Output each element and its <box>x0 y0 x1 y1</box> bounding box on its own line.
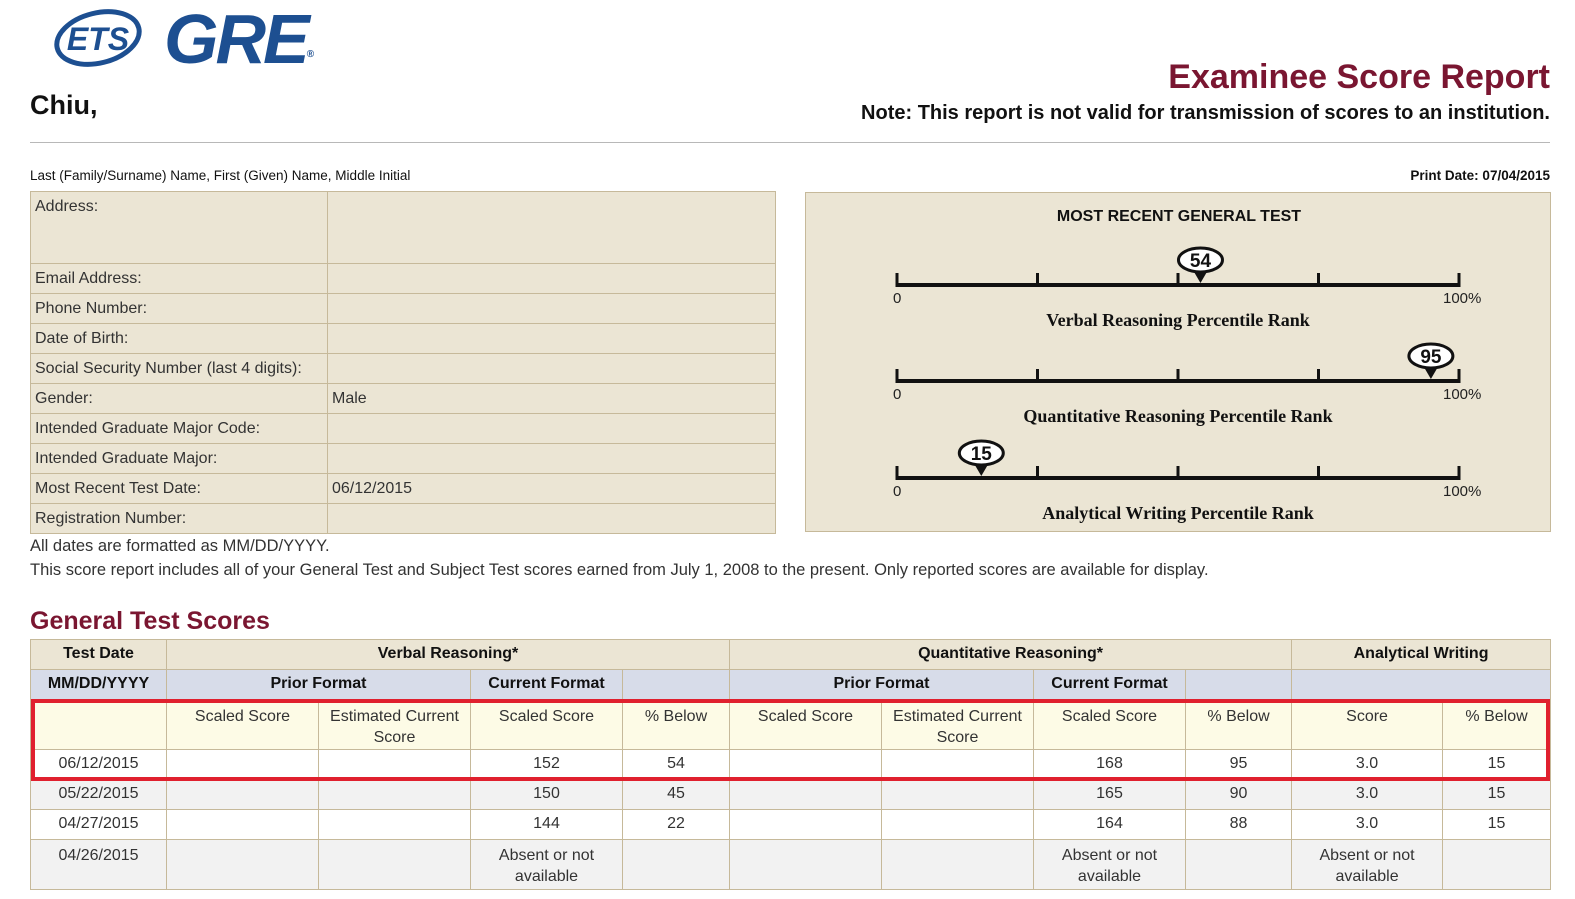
quantitative-rank-label: Quantitative Reasoning Percentile Rank <box>1023 406 1333 426</box>
header-q-prior-estimated: Estimated Current Score <box>882 700 1034 750</box>
header-divider <box>30 142 1550 143</box>
gre-logo-text: GRE <box>164 0 307 78</box>
info-row-ssn <box>31 354 776 384</box>
header-q-scaled: Scaled Score <box>1034 700 1186 750</box>
cell-w-score: 3.0 <box>1292 780 1443 810</box>
cell-q-below: 90 <box>1186 780 1292 810</box>
cell-v-scaled: 144 <box>471 810 623 840</box>
header-verbal-prior-format: Prior Format <box>167 670 471 700</box>
quantitative-scale-min-label: 0 <box>893 386 902 403</box>
info-row-major <box>31 444 776 474</box>
cell-v-below: 45 <box>623 780 730 810</box>
info-row-phone <box>31 294 776 324</box>
header-quant-current-format: Current Format <box>1034 670 1186 700</box>
gre-logo: GRE® <box>164 0 315 78</box>
header-v-below: % Below <box>623 700 730 750</box>
logo-group <box>52 0 322 78</box>
score-row <box>31 750 1551 780</box>
cell-date: 06/12/2015 <box>31 750 167 780</box>
analytical-rank-label: Analytical Writing Percentile Rank <box>1042 503 1314 523</box>
print-date: Print Date: 07/04/2015 <box>1410 168 1550 183</box>
cell-v-scaled: Absent or not available <box>471 840 623 890</box>
cell-q-prior-estimated <box>882 780 1034 810</box>
info-row-dob <box>31 324 776 354</box>
cell-q-scaled: 164 <box>1034 810 1186 840</box>
verbal-rank-label: Verbal Reasoning Percentile Rank <box>1046 310 1310 330</box>
info-label: Address: <box>31 192 328 264</box>
header-writing-blank <box>1292 670 1551 700</box>
header-writing: Analytical Writing <box>1292 640 1551 670</box>
info-label: Date of Birth: <box>31 324 328 354</box>
personal-info-table <box>30 191 776 534</box>
cell-date: 04/26/2015 <box>31 840 167 890</box>
info-label: Registration Number: <box>31 504 328 534</box>
cell-w-score: 3.0 <box>1292 810 1443 840</box>
cell-q-prior-scaled <box>730 810 882 840</box>
info-row-major-code <box>31 414 776 444</box>
cell-q-below: 88 <box>1186 810 1292 840</box>
cell-v-scaled: 150 <box>471 780 623 810</box>
cell-v-prior-scaled <box>167 780 319 810</box>
info-row-recent-test-date <box>31 474 776 504</box>
general-test-scores-title: General Test Scores <box>30 607 270 635</box>
header-q-prior-scaled: Scaled Score <box>730 700 882 750</box>
dates-format-note: All dates are formatted as MM/DD/YYYY. <box>30 537 330 555</box>
info-value <box>328 504 776 534</box>
info-label: Social Security Number (last 4 digits): <box>31 354 328 384</box>
header-quant-blank <box>1186 670 1292 700</box>
quantitative-rank-value: 95 <box>1420 347 1442 368</box>
cell-v-prior-estimated <box>319 810 471 840</box>
score-row <box>31 840 1551 890</box>
cell-v-prior-scaled <box>167 750 319 780</box>
cell-v-prior-estimated <box>319 780 471 810</box>
cell-v-prior-scaled <box>167 840 319 890</box>
info-value <box>328 264 776 294</box>
info-value <box>328 354 776 384</box>
score-row <box>31 780 1551 810</box>
cell-w-score: 3.0 <box>1292 750 1443 780</box>
cell-q-prior-estimated <box>882 750 1034 780</box>
header-quant: Quantitative Reasoning* <box>730 640 1292 670</box>
cell-date: 04/27/2015 <box>31 810 167 840</box>
analytical-scale-min-label: 0 <box>893 483 902 500</box>
report-title: Examinee Score Report <box>1168 58 1550 96</box>
info-value: 06/12/2015 <box>328 474 776 504</box>
cell-v-below: 22 <box>623 810 730 840</box>
report-scope-note: This score report includes all of your General Test and Subject Test scores earned from July 1, 2008 to the present. Only reported scores are available for display. <box>30 561 1209 579</box>
info-label: Intended Graduate Major: <box>31 444 328 474</box>
cell-w-score: Absent or not available <box>1292 840 1443 890</box>
cell-q-below: 95 <box>1186 750 1292 780</box>
cell-q-below <box>1186 840 1292 890</box>
cell-v-below <box>623 840 730 890</box>
header-v-scaled: Scaled Score <box>471 700 623 750</box>
info-value <box>328 324 776 354</box>
score-header-row-sections <box>31 640 1551 670</box>
score-row <box>31 810 1551 840</box>
cell-v-scaled: 152 <box>471 750 623 780</box>
info-label: Email Address: <box>31 264 328 294</box>
cell-v-prior-estimated <box>319 750 471 780</box>
verbal-scale-max-label: 100% <box>1443 290 1482 307</box>
header-verbal-current-format: Current Format <box>471 670 623 700</box>
header-date-format: MM/DD/YYYY <box>31 670 167 700</box>
quantitative-rank-pointer <box>1424 367 1438 379</box>
header-test-date: Test Date <box>31 640 167 670</box>
cell-date: 05/22/2015 <box>31 780 167 810</box>
cell-v-prior-estimated <box>319 840 471 890</box>
cell-v-prior-scaled <box>167 810 319 840</box>
cell-q-prior-scaled <box>730 840 882 890</box>
name-caption: Last (Family/Surname) Name, First (Given) Name, Middle Initial <box>30 168 411 183</box>
cell-w-below: 15 <box>1443 810 1551 840</box>
general-test-scores-table <box>30 639 1551 890</box>
cell-q-prior-estimated <box>882 840 1034 890</box>
analytical-rank-pointer <box>974 464 988 476</box>
info-value <box>328 444 776 474</box>
cell-v-below: 54 <box>623 750 730 780</box>
header-date-blank <box>31 700 167 750</box>
info-label: Intended Graduate Major Code: <box>31 414 328 444</box>
header-v-prior-estimated: Estimated Current Score <box>319 700 471 750</box>
cell-w-below: 15 <box>1443 750 1551 780</box>
verbal-rank-pointer <box>1193 271 1207 283</box>
info-row-registration <box>31 504 776 534</box>
header-q-below: % Below <box>1186 700 1292 750</box>
ets-logo <box>52 4 148 70</box>
info-value: Male <box>328 384 776 414</box>
cell-w-below: 15 <box>1443 780 1551 810</box>
cell-q-scaled: 168 <box>1034 750 1186 780</box>
info-row-address <box>31 192 776 264</box>
score-header-row-formats <box>31 670 1551 700</box>
header-v-prior-scaled: Scaled Score <box>167 700 319 750</box>
percentile-panel <box>805 192 1551 532</box>
info-label: Phone Number: <box>31 294 328 324</box>
info-label: Gender: <box>31 384 328 414</box>
cell-q-prior-scaled <box>730 780 882 810</box>
info-value <box>328 294 776 324</box>
cell-w-below <box>1443 840 1551 890</box>
report-note: Note: This report is not valid for transmission of scores to an institution. <box>861 102 1550 124</box>
info-row-gender <box>31 384 776 414</box>
cell-q-scaled: Absent or not available <box>1034 840 1186 890</box>
header-quant-prior-format: Prior Format <box>730 670 1034 700</box>
verbal-scale-min-label: 0 <box>893 290 902 307</box>
ets-logo-text: ETS <box>66 21 130 57</box>
info-value <box>328 192 776 264</box>
cell-q-prior-estimated <box>882 810 1034 840</box>
info-label: Most Recent Test Date: <box>31 474 328 504</box>
examinee-name: Chiu, <box>30 90 98 120</box>
cell-q-scaled: 165 <box>1034 780 1186 810</box>
verbal-rank-value: 54 <box>1189 251 1212 272</box>
cell-q-prior-scaled <box>730 750 882 780</box>
percentile-panel-title: MOST RECENT GENERAL TEST <box>1056 208 1302 225</box>
percentile-chart <box>806 193 1552 533</box>
header-w-score: Score <box>1292 700 1443 750</box>
header-verbal-blank <box>623 670 730 700</box>
analytical-scale-max-label: 100% <box>1443 483 1482 500</box>
header-w-below: % Below <box>1443 700 1551 750</box>
header-verbal: Verbal Reasoning* <box>167 640 730 670</box>
info-value <box>328 414 776 444</box>
score-header-row-columns <box>31 700 1551 750</box>
analytical-rank-value: 15 <box>970 444 992 465</box>
info-row-email <box>31 264 776 294</box>
quantitative-scale-max-label: 100% <box>1443 386 1482 403</box>
